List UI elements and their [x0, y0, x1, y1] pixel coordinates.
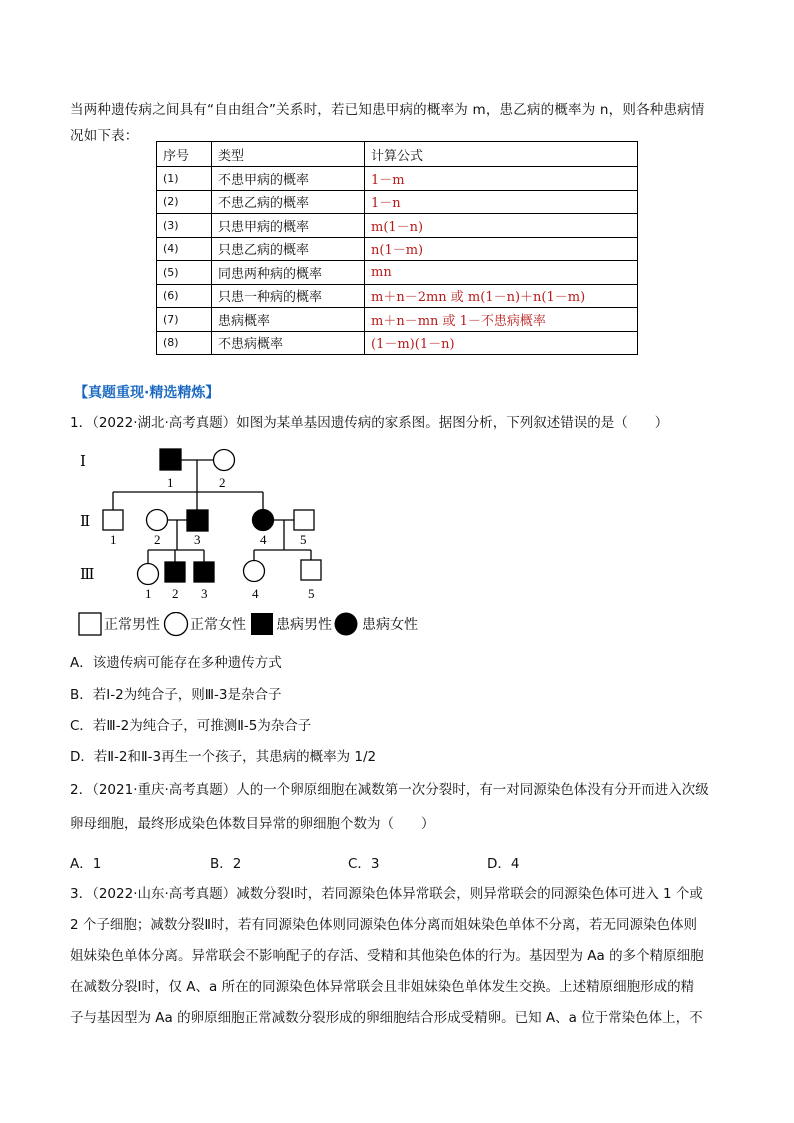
q2-option-b: B．2: [210, 856, 242, 872]
pedigree-II1-normal-male: [103, 510, 123, 530]
individual-number: 5: [300, 532, 307, 547]
individual-number: 3: [194, 532, 201, 547]
row-number: (1): [157, 167, 212, 191]
legend-label-affected-male: 患病男性: [276, 617, 332, 633]
header-type: 类型: [212, 142, 365, 167]
row-formula: n(1－m): [365, 237, 638, 261]
individual-number: 3: [201, 586, 208, 601]
q1-option-d: D．若Ⅱ-2和Ⅱ-3再生一个孩子，其患病的概率为 1/2: [70, 749, 377, 765]
header-formula: 计算公式: [365, 142, 638, 167]
intro-line-2: 况如下表：: [70, 128, 139, 144]
row-type: 只患乙病的概率: [212, 237, 365, 261]
legend-label-affected-female: 患病女性: [362, 617, 418, 633]
question-2-line-1: 2．（2021·重庆·高考真题）人的一个卵原细胞在减数第一次分裂时，有一对同源染色体没有分开而进入次级: [70, 782, 709, 798]
legend-label-normal-female: 正常女性: [190, 617, 246, 633]
row-number: (3): [157, 214, 212, 238]
legend-normal-male-icon: [79, 613, 101, 635]
row-formula: m＋n－mn 或 1－不患病概率: [365, 308, 638, 332]
question-3-stem: [70, 879, 730, 1034]
table-row: [157, 214, 638, 238]
q1-option-a: A．该遗传病可能存在多种遗传方式: [70, 655, 282, 671]
question-3-line: 子与基因型为 Aa 的卵原细胞正常减数分裂形成的卵细胞结合形成受精卵。已知 A、a 位于常染色体上，不: [70, 1010, 703, 1026]
row-formula: m(1－n): [365, 214, 638, 238]
individual-number: 4: [252, 586, 259, 601]
legend-label-normal-male: 正常男性: [104, 617, 160, 633]
legend-normal-female-icon: [165, 613, 188, 636]
table-row: [157, 308, 638, 332]
question-2-stem: [70, 777, 730, 837]
pedigree-III1-normal-female: [138, 564, 159, 585]
pedigree-II4-affected-female: [253, 510, 274, 531]
section-title: 【真题重现·精选精炼】: [74, 385, 220, 401]
table-row: [157, 190, 638, 214]
q2-option-d: D．4: [487, 856, 520, 872]
row-type: 只患甲病的概率: [212, 214, 365, 238]
pedigree-I1-affected-male: [160, 449, 181, 470]
q2-option-a: A．1: [70, 856, 102, 872]
row-formula: m＋n－2mn 或 m(1－n)＋n(1－m): [365, 284, 638, 308]
row-number: (8): [157, 331, 212, 355]
legend-affected-female-icon: [335, 613, 358, 636]
row-type: 不患甲病的概率: [212, 167, 365, 191]
pedigree-III2-affected-male: [165, 562, 185, 582]
row-number: (7): [157, 308, 212, 332]
row-formula: mn: [365, 261, 638, 285]
generation-label-II: Ⅱ: [80, 514, 91, 530]
table-row: [157, 167, 638, 191]
table-row: [157, 261, 638, 285]
intro-line-1: 当两种遗传病之间具有“自由组合”关系时，若已知患甲病的概率为 m，患乙病的概率为 n，则各种患病情: [70, 102, 705, 118]
question-3-line: 在减数分裂Ⅰ时，仅 A、a 所在的同源染色体异常联会且非姐妹染色单体发生交换。上述精原细胞形成的精: [70, 979, 695, 995]
row-formula: 1－m: [365, 167, 638, 191]
table-row: [157, 331, 638, 355]
question-3-line: 3．（2022·山东·高考真题）减数分裂Ⅰ时，若同源染色体异常联会，则异常联会的同源染色体可进入 1 个或: [70, 886, 703, 902]
individual-number: 1: [110, 532, 117, 547]
table-row: [157, 284, 638, 308]
row-type: 不患病概率: [212, 331, 365, 355]
pedigree-II3-affected-male: [187, 510, 208, 531]
q2-option-c: C．3: [348, 856, 380, 872]
q1-option-c: C．若Ⅲ-2为纯合子，可推测Ⅱ-5为杂合子: [70, 718, 312, 734]
row-formula: (1－m)(1－n): [365, 331, 638, 355]
question-2-line-2: 卵母细胞，最终形成染色体数目异常的卵细胞个数为（ ）: [70, 816, 435, 832]
header-number: 序号: [157, 142, 212, 167]
legend-affected-male-icon: [251, 613, 273, 635]
q1-option-b: B．若Ⅰ-2为纯合子，则Ⅲ-3是杂合子: [70, 687, 282, 703]
generation-label-III: Ⅲ: [80, 567, 95, 583]
pedigree-III4-normal-female: [244, 561, 265, 582]
pedigree-III5-normal-male: [301, 560, 321, 580]
row-type: 只患一种病的概率: [212, 284, 365, 308]
question-1-stem: 1．（2022·湖北·高考真题）如图为某单基因遗传病的家系图。据图分析，下列叙述错误的是（ ）: [70, 415, 669, 431]
question-3-line: 2 个子细胞；减数分裂Ⅱ时，若有同源染色体则同源染色体分离而姐妹染色单体不分离，若无同源染色体则: [70, 917, 698, 933]
row-type: 患病概率: [212, 308, 365, 332]
individual-number: 1: [145, 586, 152, 601]
pedigree-II5-normal-male: [294, 510, 314, 530]
individual-number: 2: [154, 532, 161, 547]
table-header-row: [157, 142, 638, 167]
row-number: (4): [157, 237, 212, 261]
row-formula: 1－n: [365, 190, 638, 214]
pedigree-I2-normal-female: [214, 450, 235, 471]
question-3-line: 姐妹染色单体分离。异常联会不影响配子的存活、受精和其他染色体的行为。基因型为 Aa 的多个精原细胞: [70, 948, 704, 964]
pedigree-III3-affected-male: [194, 562, 214, 582]
row-type: 同患两种病的概率: [212, 261, 365, 285]
individual-number: 2: [172, 586, 179, 601]
row-number: (6): [157, 284, 212, 308]
individual-number: 1: [167, 475, 174, 490]
row-number: (2): [157, 190, 212, 214]
individual-number: 5: [308, 586, 315, 601]
individual-number: 4: [260, 532, 267, 547]
individual-number: 2: [219, 475, 226, 490]
pedigree-chart: [70, 440, 430, 610]
pedigree-II2-normal-female: [147, 510, 168, 531]
generation-label-I: Ⅰ: [80, 454, 86, 470]
table-row: [157, 237, 638, 261]
row-number: (5): [157, 261, 212, 285]
row-type: 不患乙病的概率: [212, 190, 365, 214]
probability-formula-table: [156, 141, 638, 355]
